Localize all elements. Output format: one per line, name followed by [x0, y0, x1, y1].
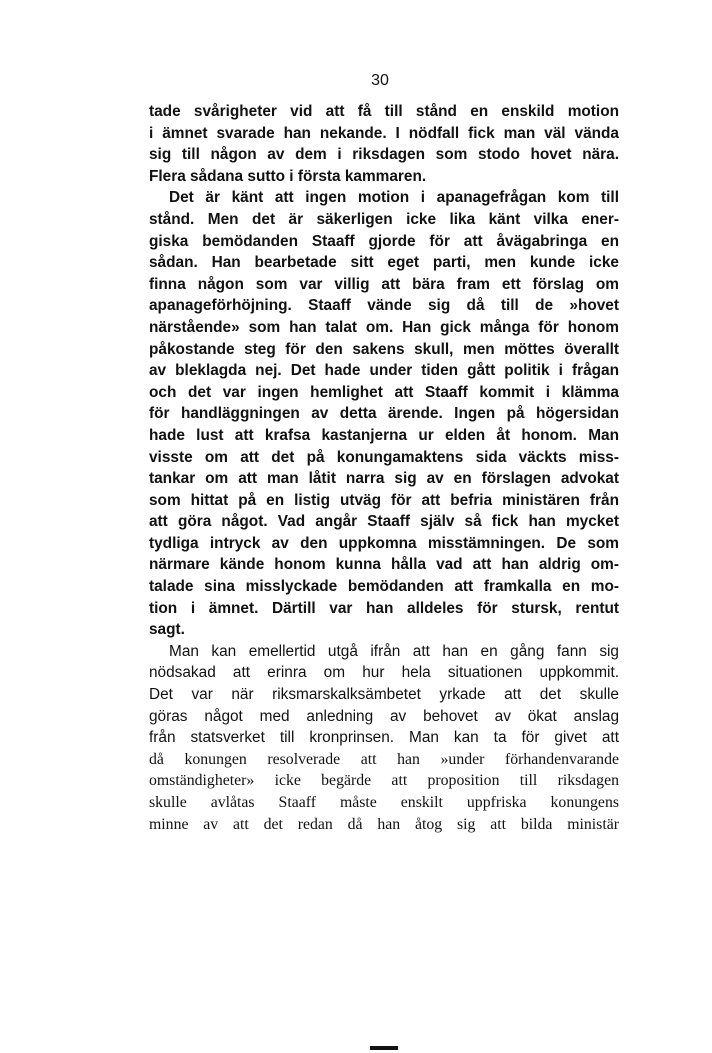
- text-line: talade sina misslyckade bemödanden att framkalla en mo-: [149, 578, 619, 596]
- text-line: tade svårigheter vid att få till stånd en enskild motion: [149, 103, 619, 120]
- text-line: göras något med anledning av behovet av ökat anslag: [149, 707, 619, 725]
- text-line: apanageförhöjning. Staaff vände sig då till de »hovet: [149, 297, 619, 315]
- text-line: skulle avlåtas Staaff måste enskilt uppfriska konungens: [149, 794, 619, 811]
- text-line: av bleklagda nej. Det hade under tiden gått politik i frågan: [149, 362, 619, 380]
- text-line: visste om att det på konungamaktens sida väckts miss-: [149, 448, 619, 466]
- text-line: närmare kände honom kunna hålla vad att han aldrig om-: [149, 556, 619, 574]
- page-number: 30: [371, 72, 389, 89]
- text-line: tion i ämnet. Därtill var han alldeles för stursk, rentut: [149, 599, 619, 617]
- text-line: omständigheter» icke begärde att proposition till riksdagen: [149, 772, 619, 790]
- text-line: Det är känt att ingen motion i apanagefrågan kom till: [169, 189, 619, 207]
- text-line: Man kan emellertid utgå ifrån att han en gång fann sig: [169, 642, 619, 660]
- text-line: som hittat på en listig utväg för att befria ministären från: [149, 491, 619, 509]
- text-line: närstående» som han talat om. Han gick många för honom: [149, 318, 619, 336]
- text-line: sig till någon av dem i riksdagen som stodo hovet nära.: [149, 146, 619, 164]
- text-line: finna någon som var villig att bära fram ett förslag om: [149, 275, 619, 293]
- body-text: [149, 101, 619, 835]
- text-line: nödsakad att erinra om hur hela situationen uppkommit.: [149, 664, 619, 682]
- text-line: stånd. Men det är säkerligen icke lika känt vilka ener-: [149, 210, 619, 228]
- text-line: giska bemödanden Staaff gjorde för att åvägabringa en: [149, 232, 619, 250]
- text-line: Det var när riksmarskalksämbetet yrkade att det skulle: [149, 686, 619, 704]
- text-line: för handläggningen av detta ärende. Ingen på högersidan: [149, 405, 619, 423]
- text-line: tankar om att man låtit narra sig av en förslagen advokat: [149, 470, 619, 488]
- bottom-mark: [370, 1046, 398, 1050]
- text-line: och det var ingen hemlighet att Staaff kommit i klämma: [149, 383, 619, 401]
- text-line: hade lust att krafsa kastanjerna ur elden åt honom. Man: [149, 426, 619, 444]
- text-line: att göra något. Vad angår Staaff själv så fick han mycket: [149, 513, 619, 531]
- text-line: tydliga intryck av den uppkomna misstämningen. De som: [149, 534, 619, 552]
- text-line: sådan. Han bearbetade sitt eget parti, men kunde icke: [149, 254, 619, 272]
- text-line: Flera sådana sutto i första kammaren.: [149, 167, 427, 185]
- text-line: i ämnet svarade han nekande. I nödfall fick man väl vända: [149, 124, 619, 142]
- text-line: från statsverket till kronprinsen. Man kan ta för givet att: [149, 729, 619, 747]
- text-line: minne av att det redan då han åtog sig att bilda ministär: [149, 815, 619, 833]
- text-line: sagt.: [149, 621, 185, 639]
- text-line: då konungen resolverade att han »under förhandenvarande: [149, 750, 619, 768]
- text-line: påkostande steg för den sakens skull, men möttes överallt: [149, 340, 619, 358]
